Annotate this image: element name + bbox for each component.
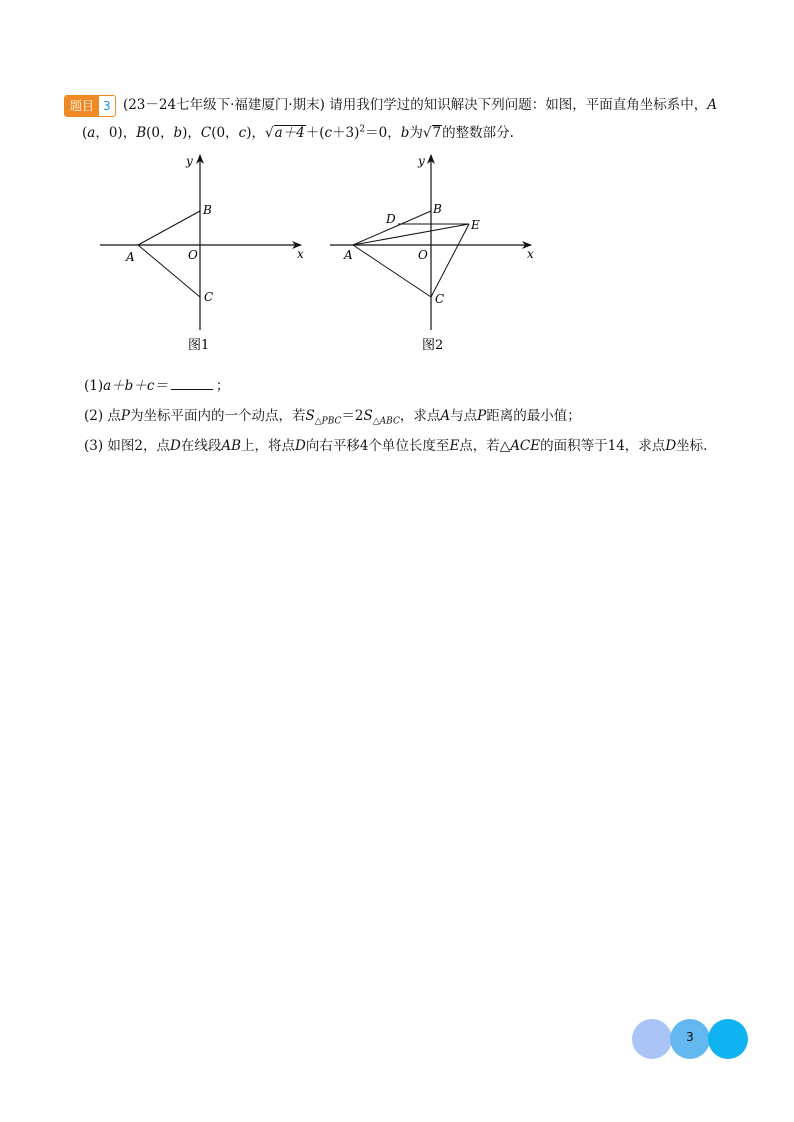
figures-svg (0, 0, 794, 370)
answer-blank[interactable] (171, 377, 213, 390)
point-p-label: P (477, 408, 487, 424)
segment-ab (138, 211, 200, 245)
problem-intro: 请用我们学过的知识解决下列问题：如图，平面直角坐标系中， (329, 97, 708, 113)
q1-number: (1) (84, 378, 104, 394)
text-fragment: (0， (211, 125, 239, 141)
segment-ae (353, 224, 469, 245)
point-e-label: E (449, 438, 460, 454)
text-fragment: 在线段 (180, 438, 222, 454)
segment-label: AB (221, 438, 242, 454)
var-b: b (173, 125, 183, 141)
point-d-label: D (295, 438, 306, 454)
text-fragment: 距离的最小值； (486, 408, 581, 424)
text-fragment: )， (182, 125, 201, 141)
sqrt-radicand: 7 (432, 125, 442, 141)
text-fragment: ＝2 (341, 408, 364, 424)
text-fragment: 的面积等于14，求点 (540, 438, 666, 454)
text-fragment: ； (215, 378, 230, 394)
point-c-label: C (435, 292, 445, 306)
text-fragment: ，0)， (95, 125, 137, 141)
page-dot-left (632, 1019, 672, 1059)
question-2 (84, 404, 581, 427)
problem-source: (23－24七年级下·福建厦门·期末) (122, 97, 325, 113)
point-e-label: E (471, 218, 480, 232)
text-fragment: ( (82, 125, 88, 141)
text-fragment: ＋( (305, 125, 325, 141)
origin-label: O (188, 248, 198, 262)
figure-1 (100, 154, 304, 353)
text-fragment: (2) 点 (84, 408, 121, 424)
text-fragment: 坐标. (676, 438, 708, 454)
point-d-label: D (665, 438, 677, 454)
figure-2 (330, 154, 534, 353)
sqrt-symbol: √ (264, 125, 274, 141)
figure-1-caption: 图1 (188, 338, 210, 353)
text-fragment: )， (246, 125, 265, 141)
point-b-label: B (203, 203, 212, 217)
question-3 (84, 434, 707, 454)
var-c: c (238, 125, 247, 141)
point-a-label: A (440, 408, 451, 424)
point-c-label: C (204, 290, 214, 304)
text-fragment: 点，若△ (459, 438, 511, 454)
y-axis-label: y (418, 154, 425, 168)
exponent: 2 (359, 124, 366, 135)
point-a-label: A (344, 248, 353, 262)
text-fragment: ，求点 (399, 408, 441, 424)
text-fragment: 为坐标平面内的一个动点，若 (130, 408, 306, 424)
area-symbol: S (305, 408, 315, 424)
text-fragment: 上，将点 (241, 438, 296, 454)
point-d-label: D (386, 212, 396, 226)
point-p-label: P (120, 408, 131, 424)
page-number: 3 (686, 1030, 694, 1044)
sqrt-radicand: a＋4 (274, 125, 305, 141)
point-a-label: A (707, 97, 717, 113)
badge-number: 3 (99, 96, 115, 116)
area-subscript: △PBC (314, 416, 342, 427)
text-fragment: 的整数部分. (442, 125, 514, 141)
var-b: b (400, 125, 410, 141)
x-axis-label: x (297, 247, 304, 261)
segment-ec (431, 224, 469, 297)
text-fragment: (0， (146, 125, 174, 141)
origin-label: O (418, 248, 428, 262)
point-a-label: A (126, 250, 135, 264)
text-fragment: 与点 (450, 408, 478, 424)
triangle-label: ACE (510, 438, 541, 454)
figure-2-caption: 图2 (422, 338, 444, 353)
point-b-label: B (433, 202, 442, 216)
sqrt-symbol: √ (422, 125, 432, 141)
q1-expression: a＋b＋c＝ (103, 378, 168, 394)
x-axis-label: x (527, 247, 534, 261)
page-dot-right (708, 1019, 748, 1059)
y-axis-label: y (186, 154, 193, 168)
area-subscript: △ABC (372, 416, 400, 427)
point-c-label: C (200, 125, 212, 141)
var-c: c (324, 125, 333, 141)
text-fragment: ＝0， (365, 125, 401, 141)
var-a: a (87, 125, 96, 141)
page-indicator (632, 1019, 748, 1059)
text-fragment: 为 (409, 125, 423, 141)
badge-label: 题目 (65, 96, 99, 116)
text-fragment: ＋3) (332, 125, 360, 141)
point-b-label: B (136, 125, 147, 141)
point-d-label: D (170, 438, 181, 454)
text-fragment: 向右平移4个单位长度至 (305, 438, 450, 454)
text-fragment: (3) 如图2，点 (84, 438, 171, 454)
question-1 (84, 374, 229, 394)
page-dot-middle (670, 1019, 710, 1059)
area-symbol: S (363, 408, 373, 424)
